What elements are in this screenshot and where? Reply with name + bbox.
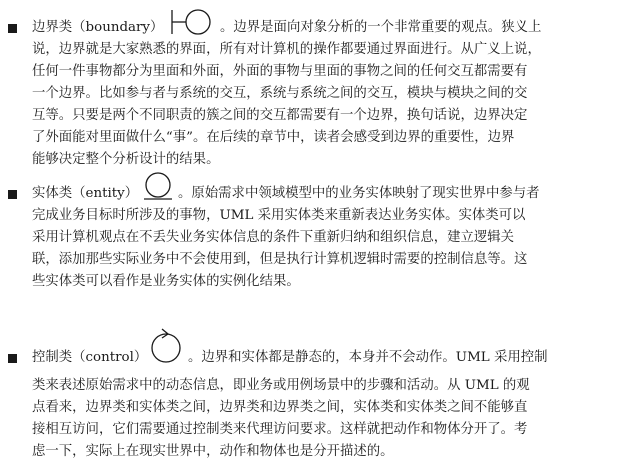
- bullet-control: [8, 354, 17, 363]
- control-line-2: 类来表述原始需求中的动态信息，即业务或用例场景中的步骤和活动。从 UML 的观: [32, 378, 530, 393]
- entity-line-2: 完成业务目标时所涉及的事物，UML 采用实体类来重新表达业务实体。实体类可以: [32, 208, 526, 223]
- control-line-4: 接相互访问，它们需要通过控制类来代理访问要求。这样就把动作和物体分开了。考: [32, 422, 528, 437]
- control-line-1: 。边界和实体都是静态的，本身并不会动作。UML 采用控制: [188, 350, 548, 365]
- boundary-term: [32, 20, 163, 36]
- entity-class-icon: [140, 172, 176, 202]
- entity-line-4: 联，添加那些实际业务中不会使用到，但是执行计算机逻辑时需要的控制信息等。这: [32, 252, 528, 267]
- boundary-line-4: 一个边界。比如参与者与系统的交互，系统与系统之间的交互，模块与模块之间的交: [32, 86, 528, 101]
- boundary-class-icon: [170, 7, 214, 37]
- entity-term-text: 实体类（entity）: [32, 186, 139, 201]
- control-line-3: 点看来，边界类和实体类之间，边界类和边界类之间，实体类和实体类之间不能够直: [32, 400, 528, 415]
- boundary-line-7: 能够决定整个分析设计的结果。: [32, 152, 220, 167]
- boundary-line-1: 。边界是面向对象分析的一个非常重要的观点。狭义上: [220, 20, 542, 35]
- boundary-line-3: 任何一件事物都分为里面和外面，外面的事物与里面的事物之间的任何交互都需要有: [32, 64, 528, 79]
- entity-line-1: 。原始需求中领域模型中的业务实体映射了现实世界中参与者: [178, 186, 540, 201]
- control-term-text: 控制类（control）: [32, 350, 148, 365]
- control-term: [32, 350, 147, 366]
- bullet-boundary: [8, 24, 17, 33]
- entity-term: [32, 186, 138, 202]
- control-class-icon: [150, 324, 182, 366]
- boundary-line-2: 说，边界就是大家熟悉的界面，所有对计算机的操作都要通过界面进行。从广义上说，: [32, 42, 541, 57]
- boundary-line-6: 了外面能对里面做什么“事”。在后续的章节中，读者会感受到边界的重要性，边界: [32, 130, 515, 145]
- bullet-entity: [8, 190, 17, 199]
- entity-line-5: 些实体类可以看作是业务实体的实例化结果。: [32, 274, 300, 289]
- control-line-5: 虑一下，实际上在现实世界中，动作和物体也是分开描述的。: [32, 444, 394, 459]
- entity-line-3: 采用计算机观点在不丢失业务实体信息的条件下重新归纳和组织信息，建立逻辑关: [32, 230, 515, 245]
- boundary-term-text: 边界类（boundary）: [32, 20, 164, 35]
- boundary-line-5: 互等。只要是两个不同职责的簇之间的交互都需要有一个边界，换句话说，边界决定: [32, 108, 528, 123]
